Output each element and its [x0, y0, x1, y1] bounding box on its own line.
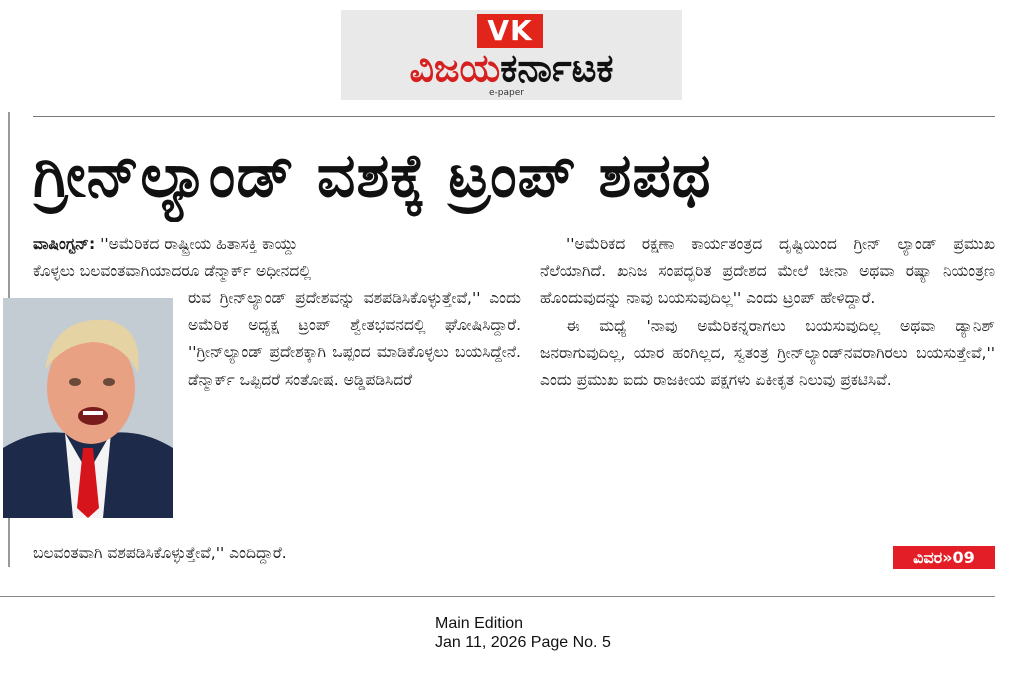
epaper-tag: e-paper: [489, 88, 524, 98]
left-column-bottom: [33, 540, 521, 567]
article-headline: ಗ್ರೀನ್‌ಲ್ಯಾಂಡ್ ವಶಕ್ಕೆ ಟ್ರಂಪ್ ಶಪಥ: [33, 141, 712, 211]
page-footer: [435, 614, 611, 652]
masthead-logo: [341, 10, 682, 100]
left-wrap-text: ರುವ ಗ್ರೀನ್‌ಲ್ಯಾಂಡ್ ಪ್ರದೇಶವನ್ನು ವಶಪಡಿಸಿಕೊಳ್ಳುತ್ತೇವೆ,'' ಎಂದು ಅಮೆರಿಕ ಅಧ್ಯಕ್ಷ ಟ್ರಂಪ್ ಶ್ವೇತಭವನದಲ್ಲಿ ಘೋಷಿಸಿದ್ದಾರೆ. ''ಗ್ರೀನ್‌ಲ್ಯಾಂಡ್ ಪ್ರದೇಶಕ್ಕಾಗಿ ಒಪ್ಪಂದ ಮಾಡಿಕೊಳ್ಳಲು ಬಯಸಿದ್ದೇನೆ. ಡೆನ್ಮಾರ್ಕ್ ಒಪ್ಪಿದರೆ ಸಂತೋಷ. ಅಡ್ಡಿಪಡಿಸಿದರೆ: [188, 289, 521, 389]
date-page-label: Jan 11, 2026 Page No. 5: [435, 634, 611, 651]
top-divider: [33, 116, 995, 117]
right-paragraph-2: ಈ ಮಧ್ಯೆ 'ನಾವು ಅಮೆರಿಕನ್ನರಾಗಲು ಬಯಸುವುದಿಲ್ಲ ಅಥವಾ ಡ್ಯಾನಿಶ್ ಜನರಾಗುವುದಿಲ್ಲ, ಯಾರ ಹಂಗಿಲ್ಲದ, ಸ್ವತಂತ್ರ ಗ್ರೀನ್‌ಲ್ಯಾಂಡ್‌ನವರಾಗಿರಲು ಬಯಸುತ್ತೇವೆ,'' ಎಂದು ಪ್ರಮುಖ ಐದು ರಾಜಕೀಯ ಪಕ್ಷಗಳು ಏಕೀಕೃತ ನಿಲುವು ಪ್ರಕಟಿಸಿವೆ.: [540, 316, 995, 390]
vk-badge: VK: [477, 14, 543, 48]
left-column-top: [33, 231, 521, 285]
left-line-1: ''ಅಮೆರಿಕದ ರಾಷ್ಟ್ರೀಯ ಹಿತಾಸಕ್ತಿ ಕಾಯ್ದು: [100, 235, 298, 253]
right-paragraph-1: ''ಅಮೆರಿಕದ ರಕ್ಷಣಾ ಕಾರ್ಯತಂತ್ರದ ದೃಷ್ಟಿಯಿಂದ ಗ್ರೀನ್ ಲ್ಯಾಂಡ್ ಪ್ರಮುಖ ನೆಲೆಯಾಗಿದೆ. ಖನಿಜ ಸಂಪದ್ಭರಿತ ಪ್ರದೇಶದ ಮೇಲೆ ಚೀನಾ ಅಥವಾ ರಷ್ಯಾ ನಿಯಂತ್ರಣ ಹೊಂದುವುದನ್ನು ನಾವು ಬಯಸುವುದಿಲ್ಲ'' ಎಂದು ಟ್ರಂಪ್ ಹೇಳಿದ್ದಾರೆ.: [540, 235, 995, 308]
left-last-line: ಬಲವಂತವಾಗಿ ವಶಪಡಿಸಿಕೊಳ್ಳುತ್ತೇವೆ,'' ಎಂದಿದ್ದಾರೆ.: [33, 544, 287, 562]
paper-name-black: ಕರ್ನಾಟಕ: [500, 46, 614, 90]
continued-page-badge[interactable]: ವಿವರ»09: [893, 546, 995, 569]
portrait-image: [3, 298, 173, 518]
left-line-2: ಕೊಳ್ಳಲು ಬಲವಂತವಾಗಿಯಾದರೂ ಡೆನ್ಮಾರ್ಕ್ ಅಧೀನದಲ್ಲಿ: [33, 262, 312, 281]
paper-name: [341, 44, 682, 92]
trump-photo: [3, 298, 173, 518]
left-column-wrap: [188, 285, 521, 394]
bottom-divider: [0, 596, 995, 597]
dateline: ವಾಷಿಂಗ್ಟನ್:: [33, 235, 96, 253]
edition-label: Main Edition: [435, 615, 524, 632]
right-column: [540, 231, 995, 394]
paper-name-red: ವಿಜಯ: [409, 46, 501, 90]
